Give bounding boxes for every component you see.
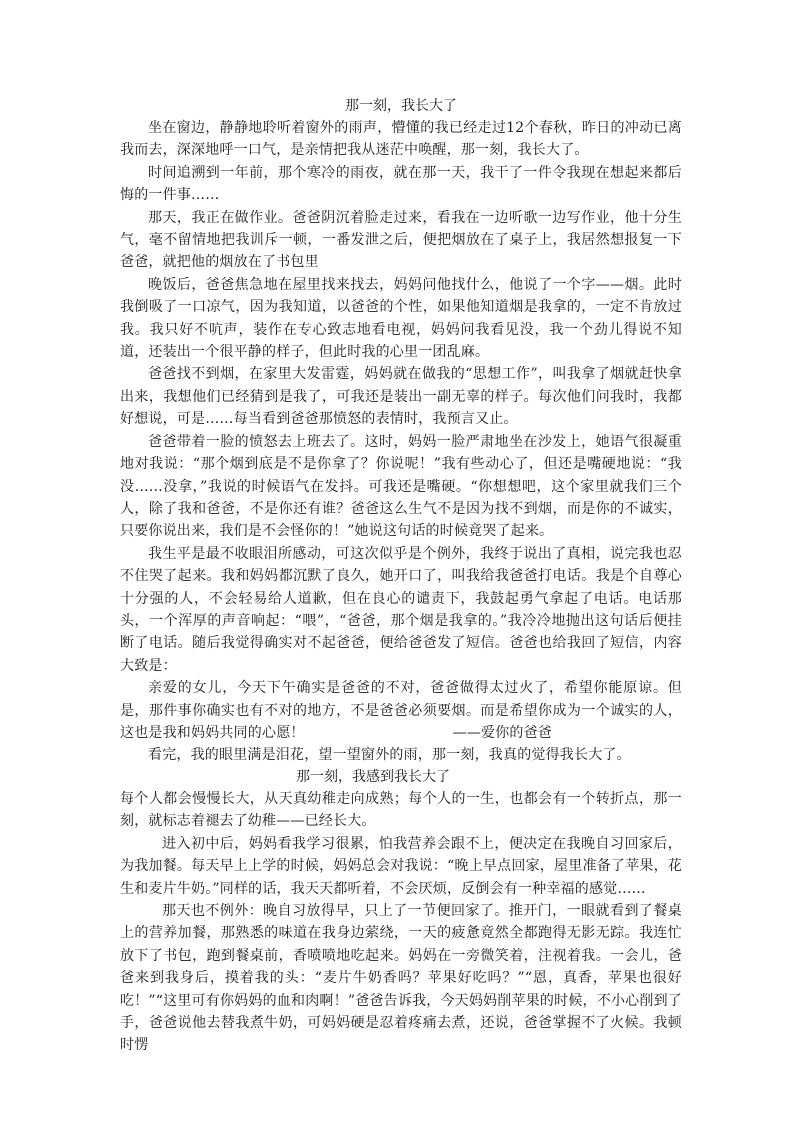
essay-1-paragraph: 坐在窗边，静静地聆听着窗外的雨声，懵懂的我已经走过12个春秋，昨日的冲动已离我而去，深深地呼一口气，是亲情把我从迷茫中唤醒，那一刻，我长大了。 [120, 120, 682, 159]
essay-1-paragraph: 晚饭后，爸爸焦急地在屋里找来找去，妈妈问他找什么，他说了一个字——烟。此时我倒吸了一口凉气，因为我知道，以爸爸的个性，如果他知道烟是我拿的，一定不肯放过我。我只好不吭声，装作在专心致志地看电视，妈妈问我看见没，我一个劲儿得说不知道，还装出一个很平静的样子，但此时我的心里一团乱麻。 [120, 276, 682, 361]
essay-1-paragraph: 看完，我的眼里满是泪花，望一望窗外的雨，那一刻，我真的觉得我长大了。 [148, 747, 631, 764]
essay-1-paragraph: 那天，我正在做作业。爸爸阴沉着脸走过来，看我在一边听歌一边写作业，他十分生气，毫不留情地把我训斥一顿，一番发泄之后，便把烟放在了桌子上，我居然想报复一下爸爸，就把他的烟放在了书包里 [120, 209, 682, 271]
letter-text: 亲爱的女儿，今天下午确实是爸爸的不对，爸爸做得太过火了，希望你能原谅。但是，那件事你确实也有不对的地方，不是爸爸必须要烟。而是希望你成为一个诚实的人，这也是我和妈妈共同的心愿！ [120, 680, 682, 741]
essay-2 [120, 766, 682, 1057]
essay-1-paragraph: 爸爸找不到烟，在家里大发雷霆，妈妈就在做我的“思想工作”，叫我拿了烟就赶快拿出来，我想他们已经猜到是我了，可我还是装出一副无辜的样子。每次他们问我时，我都好想说，可是……每当看到爸爸那愤怒的表情时，我预言又止。 [120, 366, 682, 428]
essay-2-paragraph: 那天也不例外：晚自习放得早，只上了一节便回家了。推开门，一眼就看到了餐桌上的营养加餐，那熟悉的味道在我身边萦绕，一天的疲惫竟然全都跑得无影无踪。我连忙放下了书包，跑到餐桌前，香喷喷地吃起来。妈妈在一旁微笑着，注视着我。一会儿，爸爸来到我身后，摸着我的头：“麦片牛奶香吗？苹果好吃吗？”“恩，真香，苹果也很好吃！”“这里可有你妈妈的血和肉啊！”爸爸告诉我，今天妈妈削苹果的时候，不小心削到了手，爸爸说他去替我煮牛奶，可妈妈硬是忍着疼痛去煮，还说，爸爸掌握不了火候。我顿时愣 [120, 903, 682, 1054]
essay-2-paragraph: 进入初中后，妈妈看我学习很累，怕我营养会跟不上，便决定在我晚自习回家后，为我加餐。每天早上上学的时候，妈妈总会对我说：“晚上早点回家，屋里准备了苹果，花生和麦片牛奶。”同样的话，我天天都听着，不会厌烦，反倒会有一种幸福的感觉…… [120, 835, 682, 897]
essay-1-paragraph: 爸爸带着一脸的愤怒去上班去了。这时，妈妈一脸严肃地坐在沙发上，她语气很凝重地对我说：“那个烟到底是不是你拿了？你说呢！”我有些动心了，但还是嘴硬地说：“我没……没拿，”我说的时候语气在发抖。可我还是嘴硬。“你想想吧，这个家里就我们三个人，除了我和爸爸，不是你还有谁？爸爸这么生气不是因为找不到烟，而是你的不诚实，只要你说出来，我们是不会怪你的！”她说这句话的时候竟哭了起来。 [120, 433, 682, 540]
essay-1-letter [120, 677, 682, 744]
essay-2-paragraph: 每个人都会慢慢长大，从天真幼稚走向成熟；每个人的一生，也都会有一个转折点，那一刻，就标志着褪去了幼稚——已经长大。 [120, 791, 682, 830]
essay-1-paragraph: 我生平是最不收眼泪所感动，可这次似乎是个例外，我终于说出了真相，说完我也忍不住哭了起来。我和妈妈都沉默了良久，她开口了，叫我给我爸爸打电话。我是个自尊心十分强的人，不会轻易给人道歉，但在良心的谴责下，我鼓起勇气拿起了电话。电话那头，一个浑厚的声音响起：“喂”，“爸爸，那个烟是我拿的。”我冷冷地抛出这句话后便挂断了电话。随后我觉得确实对不起爸爸，便给爸爸发了短信。爸爸也给我回了短信，内容大致是： [120, 545, 682, 674]
letter-signature: ——爱你的爸爸 [452, 724, 553, 741]
essay-1-paragraph: 时间追溯到一年前，那个寒冷的雨夜，就在那一天，我干了一件令我现在想起来都后悔的一件事…… [120, 164, 682, 204]
essay-1 [120, 95, 682, 767]
essay-2-title: 那一刻，我感到我长大了 [296, 769, 450, 785]
essay-1-title: 那一刻，我长大了 [345, 98, 457, 114]
